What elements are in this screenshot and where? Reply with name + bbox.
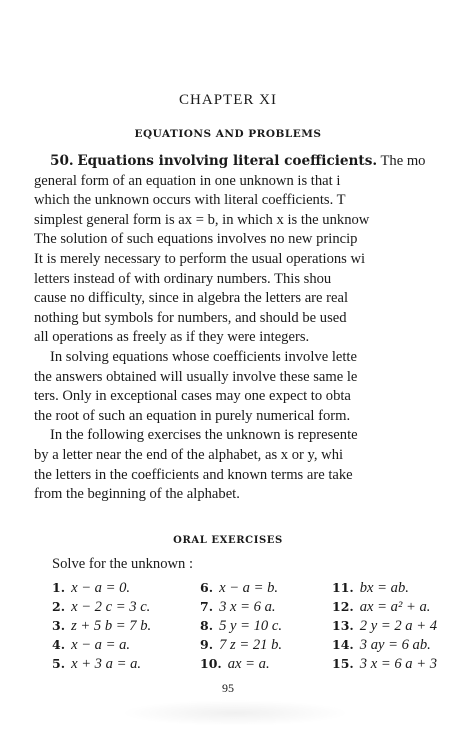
exercise-number: 5. bbox=[52, 656, 66, 671]
exercise-equation: ax = a. bbox=[227, 656, 270, 672]
paragraph-line: cause no difficulty, since in algebra the letters are real bbox=[34, 290, 349, 307]
section-heading: Equations involving literal coefficients. bbox=[77, 153, 378, 169]
exercise-equation: 7 z = 21 b. bbox=[219, 637, 283, 653]
exercise-number: 15. bbox=[332, 656, 354, 671]
exercise-equation: x − a = b. bbox=[219, 580, 279, 596]
page-smudge bbox=[120, 700, 350, 726]
exercise-item bbox=[332, 599, 430, 616]
exercise-number: 10. bbox=[200, 656, 222, 671]
exercise-equation: 3 x = 6 a. bbox=[219, 599, 276, 615]
paragraph-first-line-rest: The mo bbox=[380, 153, 426, 169]
oral-exercises-title: ORAL EXERCISES bbox=[173, 535, 283, 546]
paragraph-line: letters instead of with ordinary numbers. This shou bbox=[34, 270, 332, 287]
exercise-number: 14. bbox=[332, 637, 354, 652]
exercise-equation: x + 3 a = a. bbox=[71, 656, 142, 672]
paragraph-line: which the unknown occurs with literal coefficients. T bbox=[34, 192, 346, 209]
paragraph-line: In solving equations whose coefficients involve lette bbox=[50, 348, 357, 365]
exercise-number: 11. bbox=[332, 580, 354, 595]
page-number: 95 bbox=[222, 681, 234, 695]
paragraph-line: The solution of such equations involves no new princip bbox=[34, 231, 358, 248]
exercise-item bbox=[200, 637, 282, 654]
section-title: EQUATIONS AND PROBLEMS bbox=[134, 128, 322, 140]
exercise-item bbox=[52, 580, 130, 597]
exercise-item bbox=[332, 580, 409, 597]
section-number: 50. bbox=[50, 153, 74, 169]
paragraph-line: by a letter near the end of the alphabet, as x or y, whi bbox=[34, 446, 344, 463]
exercise-number: 1. bbox=[52, 580, 66, 595]
paragraph-line: the answers obtained will usually involve these same le bbox=[34, 368, 358, 385]
paragraph-line: nothing but symbols for numbers, and should be used bbox=[34, 309, 347, 326]
exercise-item bbox=[200, 580, 278, 597]
exercise-instruction: Solve for the unknown : bbox=[52, 556, 194, 572]
exercise-item bbox=[52, 637, 130, 654]
exercise-item bbox=[332, 618, 437, 635]
exercise-equation: x − 2 c = 3 c. bbox=[71, 599, 151, 615]
exercise-number: 9. bbox=[200, 637, 214, 652]
exercise-item bbox=[52, 599, 150, 616]
exercise-equation: 3 ay = 6 ab. bbox=[359, 637, 431, 653]
paragraph-line: general form of an equation in one unknown is that i bbox=[34, 172, 341, 189]
exercise-number: 3. bbox=[52, 618, 66, 633]
paragraph-line: the root of such an equation in purely numerical form. bbox=[34, 407, 351, 424]
paragraph-line: simplest general form is ax = b, in which x is the unknow bbox=[34, 211, 370, 228]
exercise-number: 2. bbox=[52, 599, 66, 614]
exercise-equation: 2 y = 2 a + 4 bbox=[359, 618, 438, 634]
paragraph-first-line bbox=[34, 152, 456, 172]
exercise-number: 6. bbox=[200, 580, 214, 595]
exercise-number: 8. bbox=[200, 618, 214, 633]
exercise-item bbox=[332, 656, 437, 673]
exercise-equation: z + 5 b = 7 b. bbox=[71, 618, 152, 634]
exercise-number: 12. bbox=[332, 599, 354, 614]
exercise-number: 4. bbox=[52, 637, 66, 652]
exercise-equation: 3 x = 6 a + 3 bbox=[359, 656, 438, 672]
exercise-equation: ax = a² + a. bbox=[359, 599, 431, 615]
exercise-item bbox=[200, 618, 282, 635]
exercise-item bbox=[52, 656, 141, 673]
exercise-item bbox=[200, 599, 276, 616]
exercise-equation: 5 y = 10 c. bbox=[219, 618, 282, 634]
exercise-item bbox=[52, 618, 151, 635]
exercise-item bbox=[200, 656, 270, 673]
exercise-equation: bx = ab. bbox=[359, 580, 409, 596]
body-text bbox=[34, 152, 456, 505]
paragraph-line: all operations as freely as if they were integers. bbox=[34, 329, 310, 346]
paragraph-line: In the following exercises the unknown is represente bbox=[50, 427, 358, 444]
paragraph-line: the letters in the coefficients and known terms are take bbox=[34, 466, 353, 483]
chapter-heading: CHAPTER XI bbox=[179, 92, 277, 108]
exercise-equation: x − a = a. bbox=[71, 637, 131, 653]
paragraph-line: It is merely necessary to perform the usual operations wi bbox=[34, 250, 366, 267]
exercise-number: 7. bbox=[200, 599, 214, 614]
exercise-number: 13. bbox=[332, 618, 354, 633]
exercise-item bbox=[332, 637, 431, 654]
paragraph-line: from the beginning of the alphabet. bbox=[34, 486, 240, 503]
exercise-equation: x − a = 0. bbox=[71, 580, 131, 596]
paragraph-line: ters. Only in exceptional cases may one expect to obta bbox=[34, 388, 351, 405]
